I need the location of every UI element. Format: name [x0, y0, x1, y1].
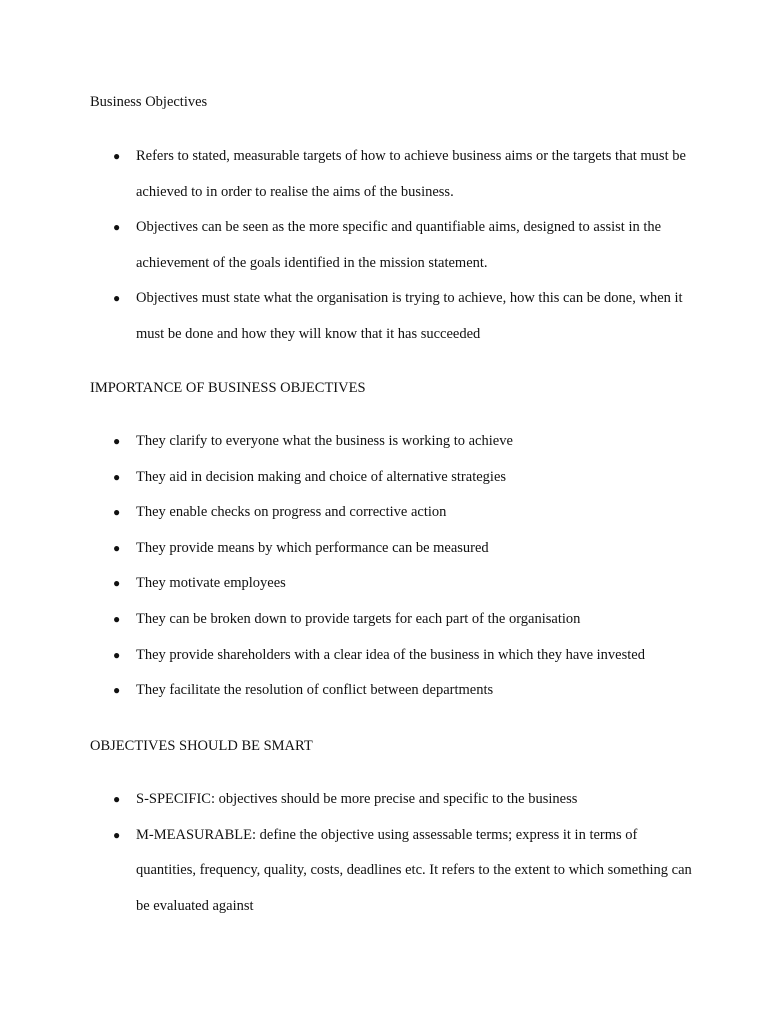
section-heading-smart: OBJECTIVES SHOULD BE SMART	[90, 738, 313, 754]
list-item	[0, 281, 696, 352]
bullet-icon: ●	[113, 792, 121, 806]
list-item	[0, 531, 696, 567]
list-item	[0, 673, 696, 709]
bullet-icon: ●	[113, 683, 121, 698]
list-item-text: They can be broken down to provide targets for each part of the organisation	[136, 610, 581, 627]
list-item	[0, 566, 696, 602]
bullet-icon: ●	[113, 576, 121, 591]
list-item-text: Objectives can be seen as the more specific and quantifiable aims, designed to assist in the achievement of the goals identified in the mission statement.	[136, 219, 662, 271]
list-item-text: They aid in decision making and choice of alternative strategies	[136, 468, 507, 485]
bullet-icon: ●	[113, 540, 121, 555]
section-heading-importance: IMPORTANCE OF BUSINESS OBJECTIVES	[90, 380, 366, 396]
list-item-text: They clarify to everyone what the business is working to achieve	[136, 433, 513, 449]
list-item	[0, 139, 696, 210]
list-item	[0, 210, 696, 281]
list-item-text: They provide means by which performance can be measured	[136, 539, 489, 556]
list-item	[0, 782, 696, 818]
list-item-text: They provide shareholders with a clear idea of the business in which they have invested	[136, 646, 645, 663]
list-item	[0, 638, 696, 674]
bullet-icon: ●	[113, 611, 121, 626]
list-item-text: S-SPECIFIC: objectives should be more precise and specific to the business	[136, 791, 578, 807]
bullet-icon: ●	[113, 434, 121, 448]
list-item-text: Refers to stated, measurable targets of how to achieve business aims or the targets that must be achieved to in order to realise the aims of the business.	[136, 148, 686, 200]
smart-list	[0, 782, 696, 924]
bullet-icon: ●	[113, 505, 121, 520]
list-item-text: M-MEASURABLE: define the objective using assessable terms; express it in terms of quantities, frequency, quality, costs, deadlines etc. It refers to the extent to which something can be evaluated against	[136, 826, 692, 914]
list-item-text: They motivate employees	[136, 575, 286, 592]
bullet-icon: ●	[113, 149, 121, 163]
list-item	[0, 424, 696, 460]
list-item	[0, 495, 696, 531]
bullet-icon: ●	[113, 291, 121, 306]
bullet-icon: ●	[113, 647, 121, 662]
list-item	[0, 460, 696, 496]
list-item	[0, 818, 696, 925]
list-item-text: They facilitate the resolution of conflict between departments	[136, 682, 494, 699]
list-item	[0, 602, 696, 638]
business-objectives-list	[0, 139, 696, 353]
list-item-text: Objectives must state what the organisation is trying to achieve, how this can be done, when it must be done and how they will know that it has succeeded	[136, 290, 683, 342]
importance-list	[0, 424, 696, 709]
bullet-icon: ●	[113, 827, 121, 842]
bullet-icon: ●	[113, 220, 121, 235]
section-heading-business-objectives: Business Objectives	[90, 94, 208, 110]
bullet-icon: ●	[113, 469, 121, 484]
list-item-text: They enable checks on progress and corrective action	[136, 504, 447, 521]
